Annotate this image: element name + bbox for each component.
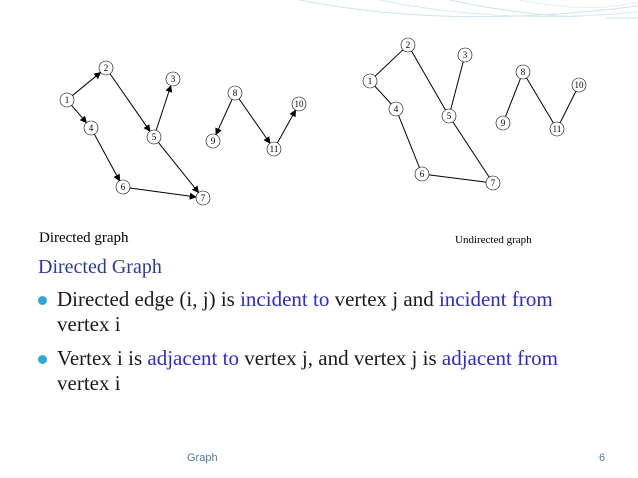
bullet-adjacent xyxy=(38,346,598,396)
undirected-graph-svg xyxy=(345,17,606,207)
bullet-dot-icon xyxy=(38,355,47,364)
directed-graph-caption: Directed graph xyxy=(39,230,129,246)
directed-vertex-9 xyxy=(206,134,220,148)
term-adjacent-to: adjacent to xyxy=(147,346,239,370)
directed-vertex-label: 4 xyxy=(88,123,94,133)
directed-edge-2-5 xyxy=(110,74,150,132)
directed-edge-1-4 xyxy=(72,105,87,122)
directed-vertex-label: 5 xyxy=(151,132,157,142)
directed-edge-4-6 xyxy=(94,134,119,181)
section-title: Directed Graph xyxy=(38,256,162,278)
undirected-vertex-4 xyxy=(389,102,403,116)
directed-vertex-4 xyxy=(84,121,98,135)
undirected-vertex-11 xyxy=(550,122,564,136)
directed-edge-5-7 xyxy=(158,142,198,192)
undirected-vertex-6 xyxy=(415,167,429,181)
undirected-vertex-label: 8 xyxy=(520,67,526,77)
undirected-vertex-2 xyxy=(401,38,415,52)
undirected-vertex-label: 10 xyxy=(574,80,584,90)
undirected-vertex-9 xyxy=(496,116,510,130)
directed-vertex-1 xyxy=(60,93,74,107)
directed-vertex-label: 3 xyxy=(170,74,176,84)
directed-vertex-6 xyxy=(116,180,130,194)
undirected-vertex-8 xyxy=(516,65,530,79)
directed-graph-svg xyxy=(32,43,324,218)
directed-vertex-10 xyxy=(292,97,306,111)
undirected-vertex-label: 1 xyxy=(367,76,373,86)
bullet-text-part: vertex i xyxy=(57,312,121,336)
bullet-text xyxy=(57,287,598,337)
directed-graph-figure xyxy=(32,43,324,218)
undirected-graph-caption: Undirected graph xyxy=(455,234,532,246)
undirected-vertex-label: 4 xyxy=(393,104,399,114)
directed-vertex-11 xyxy=(267,142,281,156)
directed-edge-8-9 xyxy=(216,99,232,134)
undirected-edge-6-7 xyxy=(429,175,486,182)
directed-vertex-label: 10 xyxy=(294,99,304,109)
term-incident-from: incident from xyxy=(438,287,553,311)
page-number: 6 xyxy=(599,452,606,464)
term-adjacent-from: adjacent from xyxy=(441,346,558,370)
undirected-edge-8-11 xyxy=(527,78,554,123)
bullet-text-part: Directed edge (i, j) is xyxy=(57,287,241,311)
bullet-text-part: vertex j, and vertex j is xyxy=(238,346,442,370)
undirected-edge-4-6 xyxy=(399,115,420,167)
directed-vertex-label: 1 xyxy=(64,95,70,105)
undirected-vertex-label: 5 xyxy=(446,111,452,121)
undirected-edge-1-4 xyxy=(375,86,391,104)
undirected-vertex-label: 6 xyxy=(419,169,425,179)
undirected-vertex-10 xyxy=(572,78,586,92)
footer-title: Graph xyxy=(187,452,218,464)
undirected-vertex-7 xyxy=(486,176,500,190)
directed-vertex-2 xyxy=(99,61,113,75)
undirected-edge-2-5 xyxy=(412,51,446,110)
undirected-edge-8-9 xyxy=(506,79,521,117)
undirected-edge-11-10 xyxy=(560,91,576,122)
bullet-text xyxy=(57,346,598,396)
directed-vertex-8 xyxy=(228,86,242,100)
directed-vertex-label: 8 xyxy=(232,88,238,98)
undirected-vertex-label: 7 xyxy=(490,178,496,188)
undirected-edge-5-3 xyxy=(451,62,463,109)
directed-vertex-label: 6 xyxy=(120,182,126,192)
undirected-vertex-label: 2 xyxy=(405,40,411,50)
undirected-vertex-3 xyxy=(458,48,472,62)
directed-vertex-label: 2 xyxy=(103,63,109,73)
directed-edge-6-7 xyxy=(130,188,196,197)
bullet-dot-icon xyxy=(38,296,47,305)
directed-vertex-label: 7 xyxy=(200,193,206,203)
term-incident-to: incident to xyxy=(240,287,330,311)
bullet-text-part: Vertex i is xyxy=(57,346,148,370)
undirected-vertex-5 xyxy=(442,109,456,123)
bullet-incident xyxy=(38,287,598,337)
directed-edge-8-11 xyxy=(239,99,270,144)
undirected-edge-1-2 xyxy=(375,50,403,76)
undirected-vertex-label: 11 xyxy=(552,124,562,134)
directed-vertex-3 xyxy=(166,72,180,86)
undirected-edge-5-7 xyxy=(453,122,489,177)
bullet-text-part: vertex i xyxy=(57,371,121,395)
undirected-vertex-label: 3 xyxy=(462,50,468,60)
directed-vertex-7 xyxy=(196,191,210,205)
directed-vertex-5 xyxy=(147,130,161,144)
directed-vertex-label: 9 xyxy=(210,136,216,146)
directed-vertex-label: 11 xyxy=(269,144,279,154)
directed-edge-5-3 xyxy=(156,86,171,131)
directed-edge-1-2 xyxy=(72,72,100,95)
directed-edge-11-10 xyxy=(277,110,295,143)
undirected-vertex-1 xyxy=(363,74,377,88)
undirected-vertex-label: 9 xyxy=(500,118,506,128)
bullet-text-part: vertex j and xyxy=(329,287,439,311)
undirected-graph-figure xyxy=(345,17,606,207)
